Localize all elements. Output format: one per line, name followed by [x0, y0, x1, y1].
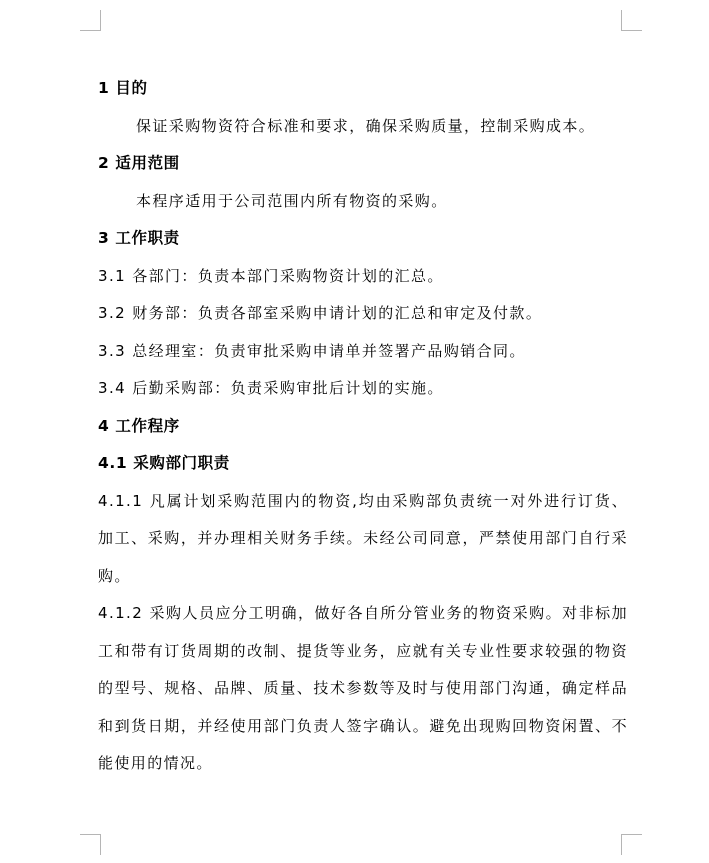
- section-heading-procedure: 4 工作程序: [98, 416, 180, 435]
- page-corner-mark-bottom-left: [80, 834, 101, 855]
- procedure-paragraph-4-1-1: 4.1.1 凡属计划采购范围内的物资,均由采购部负责统一对外进行订货、加工、采购，并办理相关财务手续。未经公司同意，严禁使用部门自行采购。: [98, 491, 628, 585]
- page-corner-mark-top-right: [621, 10, 642, 31]
- subsection-heading-procurement-duties: 4.1 采购部门职责: [98, 454, 230, 472]
- section-heading-duties: 3 工作职责: [98, 229, 180, 247]
- procedure-paragraph-4-1-2: 4.1.2 采购人员应分工明确，做好各自所分管业务的物资采购。对非标加工和带有订货周期的改制、提货等业务，应就有关专业性要求较强的物资的型号、规格、品牌、质量、技术参数等及时与使用部门沟通，确定样品和到货日期，并经使用部门负责人签字确认。避免出现购回物资闲置、不能使用的情况。: [98, 604, 628, 772]
- section-heading-purpose: 1 目的: [98, 79, 148, 97]
- duty-item: 3.3 总经理室：负责审批采购申请单并签署产品购销合同。: [98, 341, 526, 360]
- duty-item: 3.4 后勤采购部：负责采购审批后计划的实施。: [98, 379, 444, 397]
- scope-paragraph: 本程序适用于公司范围内所有物资的采购。: [136, 191, 448, 210]
- page-corner-mark-top-left: [80, 10, 101, 31]
- page-corner-mark-bottom-right: [621, 834, 642, 855]
- duty-item: 3.2 财务部：负责各部室采购申请计划的汇总和审定及付款。: [98, 304, 543, 322]
- duty-item: 3.1 各部门：负责本部门采购物资计划的汇总。: [98, 266, 444, 285]
- section-heading-scope: 2 适用范围: [98, 154, 180, 172]
- purpose-paragraph: 保证采购物资符合标准和要求，确保采购质量，控制采购成本。: [136, 116, 596, 135]
- document-body: [98, 70, 628, 783]
